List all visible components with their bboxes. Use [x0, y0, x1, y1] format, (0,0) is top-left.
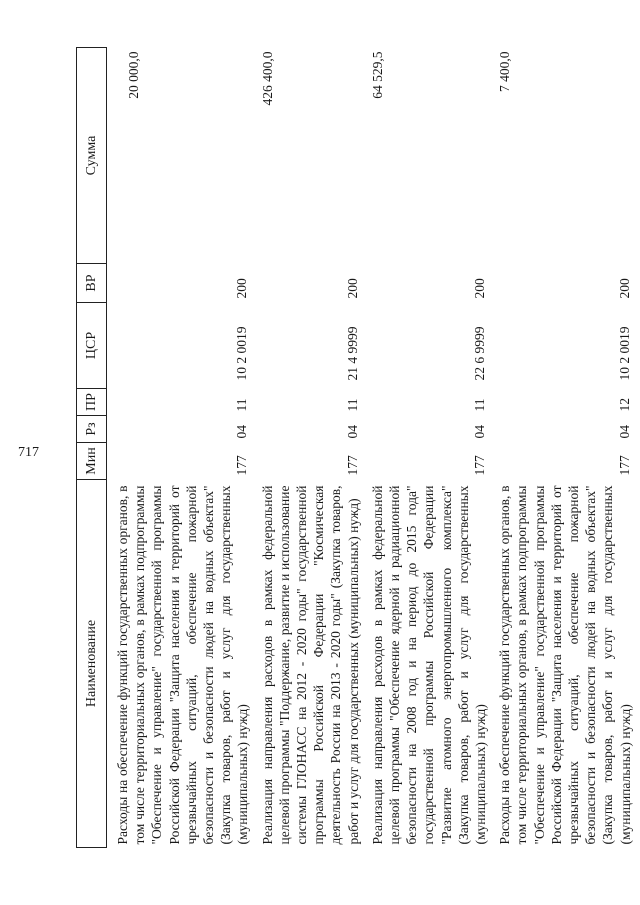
header-sum: Сумма [77, 48, 107, 264]
header-vr: ВР [77, 264, 107, 303]
row-csr: 10 2 0019 [234, 326, 250, 381]
row-pr: 11 [472, 398, 488, 412]
header-name: Наименование [77, 480, 107, 848]
budget-table [76, 47, 634, 848]
row-name: Расходы на обеспечение функций государственных органов, в том числе территориальных органов, в рамках подпрограммы "Обеспечение и управление" государственной программы Российской Федерации "Защита населения и территорий от чрезвычайных ситуаций, обеспечение пожарной безопасности и безопасности людей на водных объектах" (Закупка товаров, работ и услуг для государственных (муниципальных) нужд) [497, 485, 633, 845]
row-min: 177 [616, 455, 632, 476]
row-csr: 10 2 0019 [616, 326, 632, 381]
row-rz: 04 [616, 425, 632, 439]
row-min: 177 [344, 455, 360, 476]
page-number: 717 [18, 445, 39, 460]
row-vr: 200 [234, 278, 250, 299]
row-pr: 11 [344, 398, 360, 412]
row-sum: 426 400,0 [259, 51, 275, 106]
table-header-row [77, 48, 107, 848]
row-csr: 22 6 9999 [472, 326, 488, 381]
row-rz: 04 [472, 425, 488, 439]
table-row [362, 48, 489, 848]
row-vr: 200 [344, 278, 360, 299]
row-rz: 04 [234, 425, 250, 439]
row-sum: 20 000,0 [126, 51, 141, 99]
row-sum: 64 529,5 [369, 51, 385, 99]
header-pr: ПР [77, 389, 107, 416]
row-sum: 7 400,0 [497, 51, 513, 92]
row-name: Реализация направления расходов в рамках федеральной целевой программы "Обеспечение ядерной и радиационной безопасности на 2008 год и на период до 2015 года" государственной программы Российской Федерации "Развитие атомного энергопромышленного комплекса" (Закупка товаров, работ и услуг для государственных (муниципальных) нужд) [369, 485, 489, 845]
row-vr: 200 [616, 278, 632, 299]
header-csr: ЦСР [77, 303, 107, 389]
row-pr: 12 [616, 398, 632, 412]
row-vr: 200 [472, 278, 488, 299]
row-min: 177 [234, 455, 250, 476]
row-name: Расходы на обеспечение функций государственных органов, в том числе территориальных органов, в рамках подпрограммы "Обеспечение и управление" государственной программы Российской Федерации "Защита населения и территорий от чрезвычайных ситуаций, обеспечение пожарной безопасности и безопасности людей на водных объектах" (Закупка товаров, работ и услуг для государственных (муниципальных) нужд) [115, 485, 251, 845]
header-min: Мин [77, 443, 107, 480]
rotated-budget-table-wrapper [76, 48, 633, 848]
table-row [107, 48, 252, 848]
header-rz: Рз [77, 416, 107, 443]
row-name: Реализация направления расходов в рамках федеральной целевой программы "Поддержание, развитие и использование системы ГЛОНАСС на 2012 - 2020 годы" государственной программы Российской Федерации "Космическая деятельность России на 2013 - 2020 годы" (Закупка товаров, работ и услуг для государственных (муниципальных) нужд) [259, 485, 361, 845]
row-pr: 11 [234, 398, 250, 412]
row-csr: 21 4 9999 [344, 326, 360, 381]
row-rz: 04 [344, 425, 360, 439]
row-min: 177 [472, 455, 488, 476]
table-row [252, 48, 362, 848]
table-row [489, 48, 634, 848]
